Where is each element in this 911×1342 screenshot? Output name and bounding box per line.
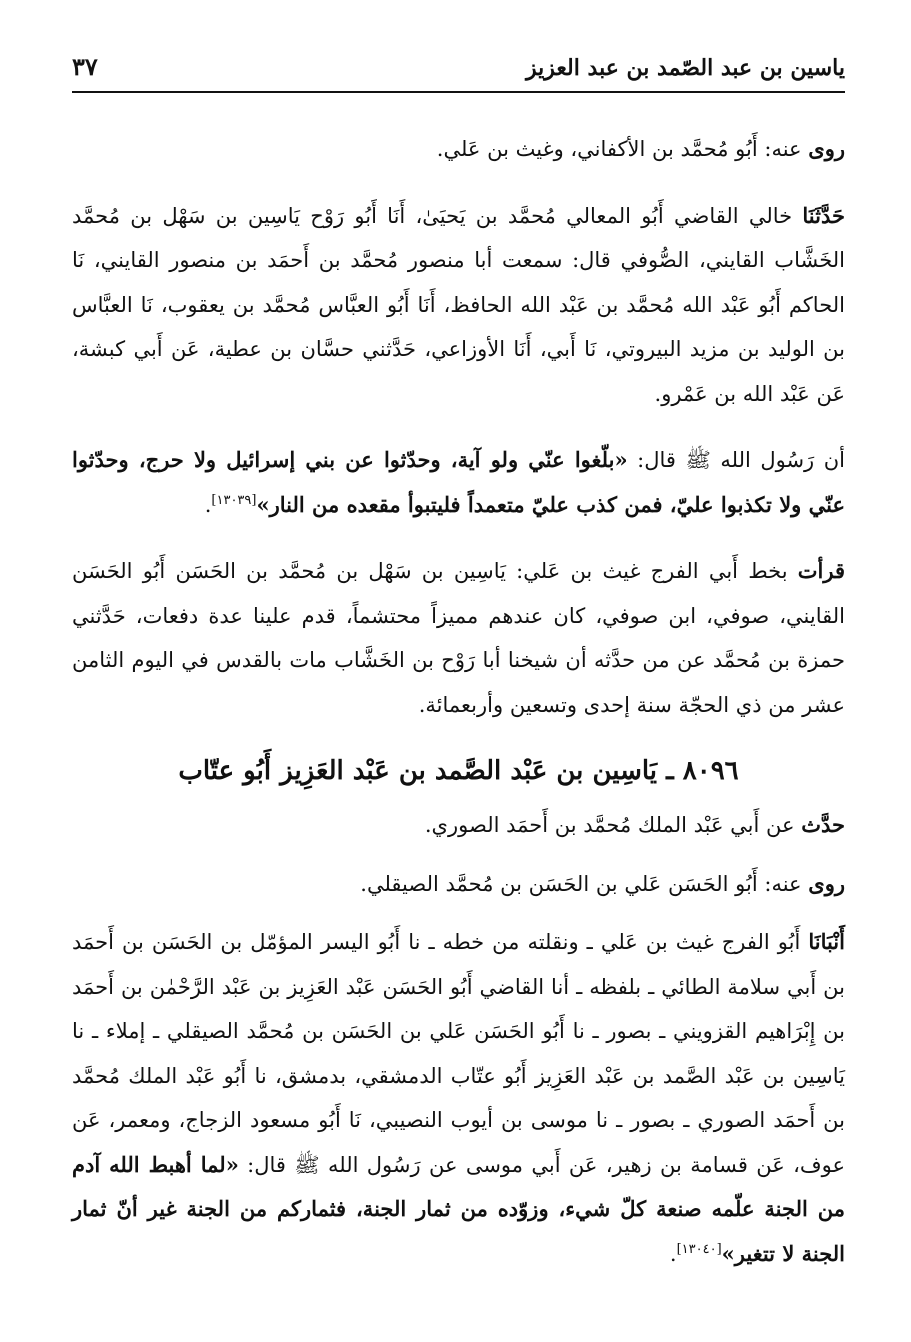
paragraph-keyword: روى [808,870,845,896]
paragraph-keyword: قرأت [797,558,845,583]
paragraph-end: . [669,1241,677,1266]
paragraph-text: عنه: أَبُو مُحمَّد بن الأكفاني، وغيث بن عَلي. [436,137,809,161]
paragraph-narrated-from [72,803,845,848]
hadith-text: «لما أهبط الله آدم من الجنة علّمه صنعة كلّ شيء، وزوّده من ثمار الجنة، فثماركم من الجنة غير أنّ ثمار الجنة لا تتغير» [72,1151,845,1266]
paragraph-keyword: روى [808,136,845,161]
paragraph-keyword: حدَّث [801,812,845,837]
page-number: ٣٧ [72,52,98,81]
paragraph-hadith [72,438,845,527]
paragraph-text: عنه: أَبُو الحَسَن عَلي بن الحَسَن بن مُحمَّد الصيقلي. [360,871,809,896]
paragraph-end: . [204,492,212,517]
paragraph-isnad-2 [72,920,845,1276]
paragraph-text: عن أَبي عَبْد الملك مُحمَّد بن أَحمَد الصوري. [424,813,802,837]
footnote-marker: [١٣٠٤٠] [676,1241,722,1257]
paragraph-reading [72,549,845,727]
paragraph-keyword: حَدَّثَنَا [802,202,845,228]
running-title: ياسين بن عبد الصّمد بن عبد العزيز [526,55,845,81]
paragraph-narrators-2 [72,862,845,907]
paragraph-text: بخط أَبي الفرج غيث بن عَلي: يَاسِين بن سَهْل بن مُحمَّد بن الحَسَن أَبُو الحَسَن القايني، صوفي، ابن صوفي، كان عندهم مميزاً محتشماً، قدم علينا عدة دفعات، حَدَّثني حمزة بن مُحمَّد عن من حدَّثه أن شيخنا أبا رَوْح بن الخَشَّاب مات بالقدس في اليوم الثامن عشر من ذي الحجّة سنة إحدى وتسعين وأربعمائة. [72,559,845,717]
paragraph-keyword: أَنْبَانَا [808,929,845,954]
paragraph-isnad [72,194,845,417]
hadith-text: «بلّغوا عنّي ولو آية، وحدّثوا عن بني إسرائيل ولا حرج، وحدّثوا عنّي ولا تكذبوا عليّ، فمن كذب عليّ متعمداً فليتبوأ مقعده من النار» [72,447,845,517]
paragraph-text: خالي القاضي أَبُو المعالي مُحمَّد بن يَحيَىٰ، أَنَا أَبُو رَوْح يَاسِين بن سَهْل بن مُحمَّد الخَشَّاب القايني، الصُّوفي قال: سمعت أبا منصور مُحمَّد بن أَحمَد بن منصور القايني، نَا الحاكم أَبُو عَبْد الله مُحمَّد بن عَبْد الله الحافظ، أَنَا أَبُو العبَّاس مُحمَّد بن يعقوب، نَا العبَّاس بن الوليد بن مزيد البيروتي، نَا أَبي، أَنَا الأوزاعي، حَدَّثني حسَّان بن عطية، عَن أَبي كبشة، عَن عَبْد الله بن عَمْرو. [72,203,845,406]
footnote-marker: [١٣٠٣٩] [211,492,257,508]
page-header [72,52,845,93]
paragraph-narrators [72,127,845,172]
entry-heading: ٨٠٩٦ ـ يَاسِين بن عَبْد الصَّمد بن عَبْد العَزِيز أَبُو عتّاب [178,756,739,786]
paragraph-text: أَبُو الفرج غيث بن عَلي ـ ونقلته من خطه ـ نا أَبُو اليسر المؤمّل بن الحَسَن بن أَحمَد بن أَبي سلامة الطائي ـ بلفظه ـ أنا القاضي أَبُو الحَسَن عَبْد العَزِيز بن عَبْد الرَّحْمٰن بن أَحمَد بن إِبْرَاهيم القزويني ـ بصور ـ نا أَبُو الحَسَن عَلي بن الحَسَن بن مُحمَّد الصيقلي ـ إملاء ـ نا يَاسِين بن عَبْد الصَّمد بن عَبْد العَزِيز أَبُو عتّاب الدمشقي، بدمشق، نا أَبُو عَبْد الملك مُحمَّد بن أَحمَد الصوري ـ بصور ـ نا موسى بن أيوب النصيبي، نَا أَبُو مسعود الزجاج، ومعمر، عَن عوف، عَن قسامة بن زهير، عَن أَبي موسى عن رَسُول الله ﷺ قال: [72,930,846,1177]
hadith-intro: أن رَسُول الله ﷺ قال: [627,448,846,472]
